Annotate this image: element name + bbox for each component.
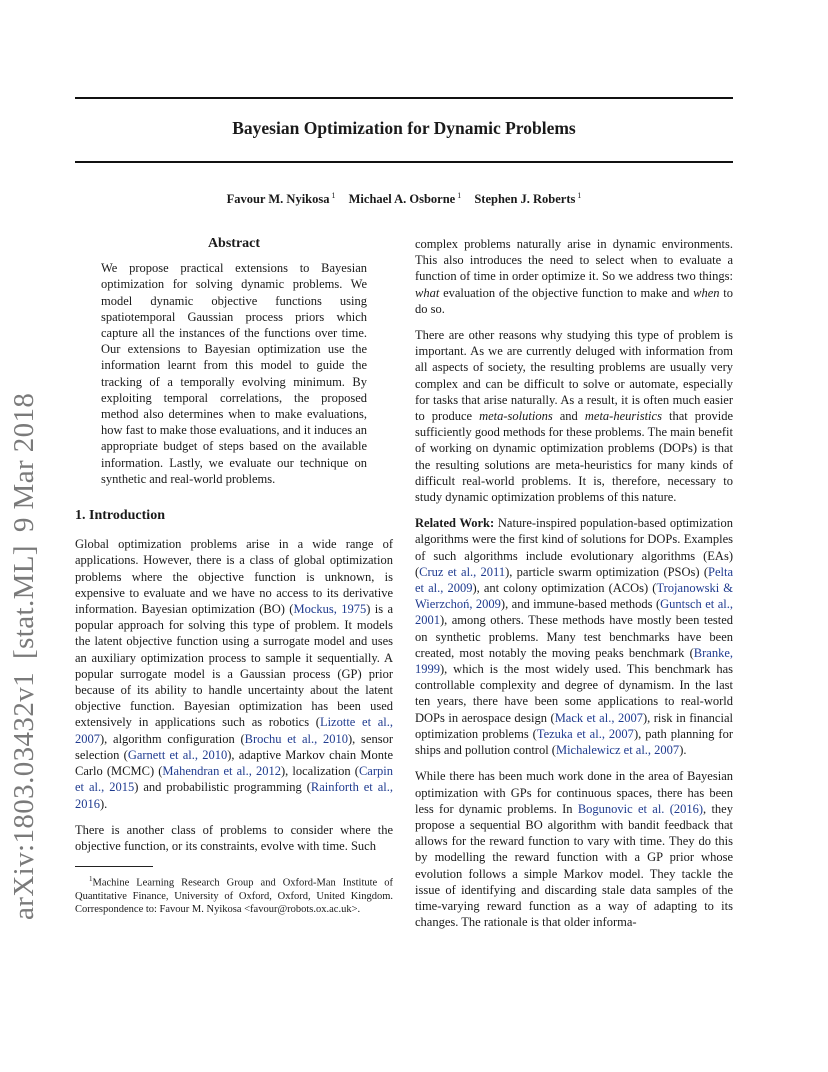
body-text: ). bbox=[100, 796, 108, 811]
body-text: ) and probabilistic programming ( bbox=[134, 780, 311, 795]
author-name: Michael A. Osborne bbox=[348, 192, 456, 206]
left-column bbox=[75, 236, 393, 916]
body-text: ), risk in financial optimization problems ( bbox=[415, 710, 733, 741]
intro-paragraph-5 bbox=[415, 768, 733, 930]
citation-link[interactable]: Branke, 1999 bbox=[415, 645, 733, 677]
arxiv-id: arXiv:1803.03432v1 bbox=[8, 671, 40, 920]
title-bottom-rule bbox=[75, 161, 733, 163]
author-affiliation: 1 bbox=[457, 191, 462, 200]
body-text: ), and immune-based methods ( bbox=[500, 597, 661, 612]
citation-link[interactable]: Mockus, 1975 bbox=[293, 602, 367, 617]
paper-title: Bayesian Optimization for Dynamic Problems bbox=[232, 118, 576, 138]
emphasis-text: when bbox=[693, 285, 720, 300]
emphasis-text: meta-heuristics bbox=[584, 409, 662, 424]
body-text: ), among others. These methods have mostly been tested on synthetic problems. Many test benchmarks have been created, most notably the moving peaks benchmark ( bbox=[415, 613, 733, 660]
body-text: ), path planning for ships and pollution control ( bbox=[415, 726, 733, 758]
body-text: Global optimization problems arise in a wide range of applications. However, there is a class of global optimization problems where the objective function is unknown, is expensive to evaluate and we have no access to its derivative information. Bayesian optimization (BO) ( bbox=[75, 537, 393, 617]
citation-link[interactable]: Trojanowski & Wierzchoń, 2009 bbox=[415, 581, 734, 612]
abstract-heading: Abstract bbox=[207, 236, 261, 251]
citation-link[interactable]: Rainforth et al., 2016 bbox=[75, 780, 394, 811]
author-name: Favour M. Nyikosa bbox=[226, 192, 330, 206]
body-text: and bbox=[552, 409, 585, 424]
body-text: ), algorithm configuration ( bbox=[100, 731, 245, 746]
abstract-text: We propose practical extensions to Bayesian optimization for solving dynamic problems. We model dynamic objective functions using spatiotemporal Gaussian process priors which capture all the instances of the functions over time. Our extensions to Bayesian optimization use the information learnt from this model to guide the tracking of a temporally evolving minimum. By exploiting temporal correlations, the proposed method also determines when to make evaluations, how fast to make those evaluations, and it induces an appropriate budget of steps based on the available information. Lastly, we evaluate our technique on synthetic and real-world problems. bbox=[101, 261, 367, 486]
citation-link[interactable]: Garnett et al., 2010 bbox=[127, 747, 228, 762]
related-work-paragraph bbox=[415, 515, 733, 758]
citation-link[interactable]: Carpin et al., 2015 bbox=[75, 764, 393, 795]
author bbox=[227, 192, 336, 206]
top-rule bbox=[75, 97, 733, 99]
body-text: While there has been much work done in the area of Bayesian optimization with GPs for continuous spaces, there has been less for dynamic problems. In bbox=[415, 769, 733, 816]
citation-link[interactable]: Mack et al., 2007 bbox=[554, 710, 643, 725]
author-affiliation: 1 bbox=[577, 191, 582, 200]
body-text: ), ant colony optimization (ACOs) ( bbox=[472, 581, 657, 596]
citation-link[interactable]: Guntsch et al., 2001 bbox=[415, 597, 733, 628]
intro-paragraph-2: There is another class of problems to consider where the objective function, or its constraints, evolve with time. Such bbox=[75, 822, 393, 853]
emphasis-text: what bbox=[415, 285, 440, 300]
body-text: ), localization ( bbox=[280, 764, 359, 779]
author-list bbox=[75, 191, 733, 207]
body-text: complex problems naturally arise in dynamic environments. This also introduces the need to select when to evaluate a function of time in order optimize it. So we address two things: bbox=[415, 237, 733, 284]
author-affiliation: 1 bbox=[331, 191, 336, 200]
author bbox=[474, 192, 581, 206]
emphasis-text: meta-solutions bbox=[479, 409, 553, 424]
citation-link[interactable]: Mahendran et al., 2012 bbox=[162, 764, 281, 779]
citation-link[interactable]: Cruz et al., 2011 bbox=[419, 564, 506, 579]
body-text: ) is a popular approach for solving this type of problem. It models the latent objective function using a surrogate model and uses an auxiliary optimization process to sample it sequentially. A popular surrogate model is a Gaussian process (GP) prior because of its ability to handle uncertainty about the latent objective function. Bayesian optimization has been used extensively in applications such as robotics ( bbox=[75, 602, 393, 730]
intro-paragraph-1 bbox=[75, 536, 393, 811]
citation-link[interactable]: Pelta et al., 2009 bbox=[415, 564, 733, 596]
footnote bbox=[75, 873, 393, 916]
intro-paragraph-4 bbox=[415, 327, 733, 505]
citation-link[interactable]: Tezuka et al., 2007 bbox=[536, 726, 634, 741]
footnote-mark: 1 bbox=[89, 875, 93, 884]
body-text: There are other reasons why studying this type of problem is important. As we are currently deluged with information from all aspects of society, the resulting problems are usually very complex and can be difficult to solve or automate, especially for tasks that arise naturally. As a result, it is often much easier to produce bbox=[415, 328, 733, 424]
run-in-heading: Related Work: bbox=[415, 516, 495, 531]
body-text: ), adaptive Markov chain Monte Carlo (MCMC) ( bbox=[75, 747, 393, 779]
footnote-text: Machine Learning Research Group and Oxford-Man Institute of Quantitative Finance, University of Oxford, Oxford, United Kingdom. Correspondence to: Favour M. Nyikosa <favour@robots.ox.ac.uk>. bbox=[75, 877, 393, 915]
body-text: evaluation of the objective function to make and bbox=[439, 285, 694, 300]
citation-link[interactable]: Michalewicz et al., 2007 bbox=[555, 743, 680, 758]
citation-link[interactable]: Bogunovic et al. (2016) bbox=[577, 801, 704, 816]
body-text: Nature-inspired population-based optimization algorithms were the first kind of solutions for DOPs. Examples of such algorithms include evolutionary algorithms (EAs) ( bbox=[415, 516, 733, 579]
intro-paragraph-3 bbox=[415, 236, 733, 317]
arxiv-date: 9 Mar 2018 bbox=[8, 392, 40, 533]
author-name: Stephen J. Roberts bbox=[474, 192, 576, 206]
body-text: , they propose a sequential BO algorithm with bandit feedback that allows for the reward function to vary with time. They do this by modelling the reward function with a GP prior whose evolution follows a simple Markov model. They tackle the issue of identifying and discarding stale data samples of the time-varying reward function as a way of adapting to its changes. The rationale is that older informa- bbox=[415, 801, 733, 930]
citation-link[interactable]: Lizotte et al., 2007 bbox=[75, 715, 394, 746]
body-text: ). bbox=[679, 743, 687, 758]
section-heading-introduction: 1. Introduction bbox=[75, 508, 165, 524]
body-text: ), particle swarm optimization (PSOs) ( bbox=[505, 564, 708, 579]
body-text: that provide sufficiently good methods for these problems. The main benefit of working on dynamic optimization problems (DOPs) is that the resulting solutions are meta-heuristics for many kinds of difficult real-world problems. It is, therefore, necessary to study dynamic optimization problems of this nature. bbox=[415, 409, 733, 505]
body-text: ), which is the most widely used. This benchmark has controllable complexity and degree of dynamism. In the last ten years, there have been some applications to real-world DOPs in aerospace design ( bbox=[415, 662, 733, 725]
citation-link[interactable]: Brochu et al., 2010 bbox=[244, 731, 349, 746]
body-text: ), sensor selection ( bbox=[75, 731, 393, 762]
author bbox=[349, 192, 462, 206]
arxiv-category: [stat.ML] bbox=[8, 545, 40, 659]
arxiv-stamp bbox=[8, 393, 41, 920]
right-column bbox=[415, 236, 733, 940]
footnote-rule bbox=[75, 866, 153, 867]
body-text: to do so. bbox=[415, 285, 733, 316]
